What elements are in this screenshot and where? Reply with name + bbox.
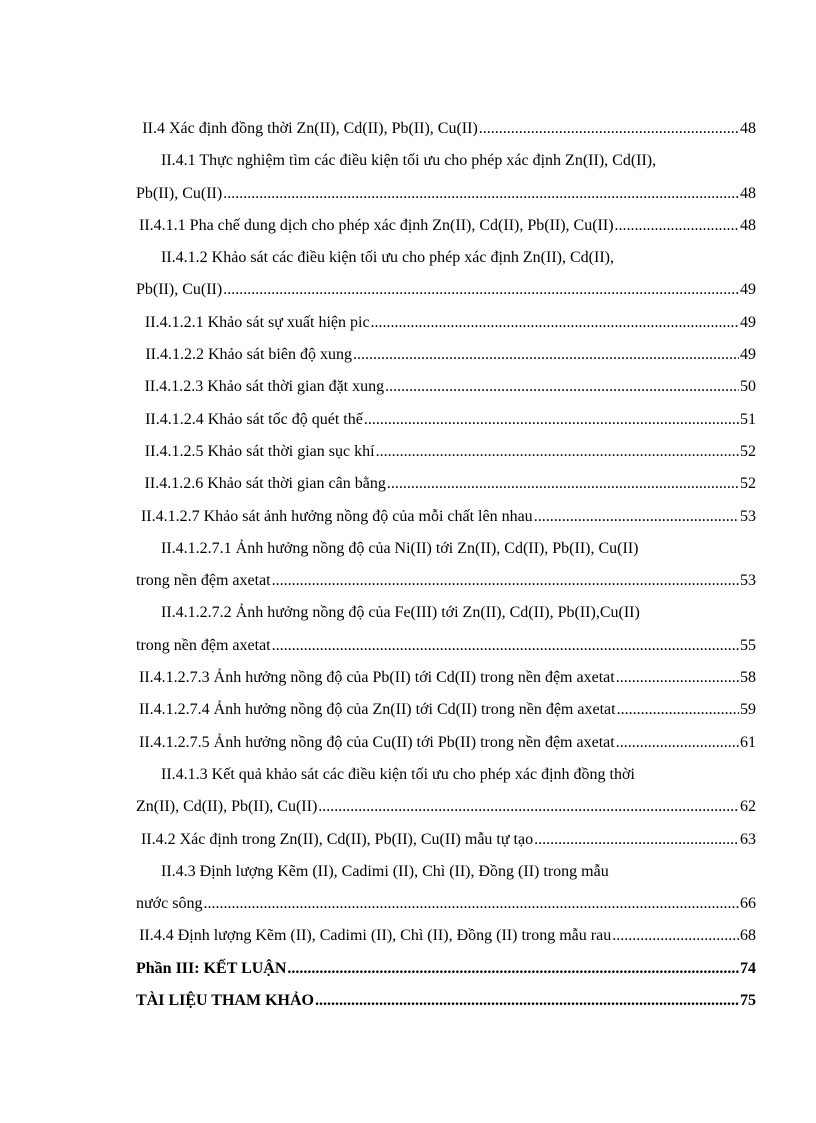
toc-dot-leader (272, 565, 739, 597)
toc-entry[interactable] (136, 468, 756, 500)
toc-entry-title: II.4.1 Thực nghiệm tìm các điều kiện tối ưu cho phép xác định Zn(II), Cd(II), (161, 152, 657, 170)
toc-dot-leader (616, 727, 739, 759)
toc-entry-title: Zn(II), Cd(II), Pb(II), Cu(II) (136, 798, 318, 816)
toc-page-number: 55 (740, 636, 756, 654)
toc-entry-title: II.4.1.2.7.2 Ảnh hưởng nồng độ của Fe(III) tới Zn(II), Cd(II), Pb(II),Cu(II) (161, 604, 640, 622)
toc-entry[interactable] (136, 178, 756, 210)
toc-dot-leader (534, 824, 739, 856)
toc-dot-leader (353, 339, 739, 371)
toc-entry[interactable] (136, 339, 756, 371)
toc-entry[interactable] (136, 371, 756, 403)
toc-entry-title: II.4.1.2.7 Khảo sát ảnh hưởng nồng độ của mỗi chất lên nhau (140, 507, 533, 525)
toc-dot-leader (616, 662, 739, 694)
toc-entry[interactable] (136, 597, 756, 629)
toc-entry[interactable] (136, 307, 756, 339)
toc-entry[interactable] (136, 404, 756, 436)
toc-page-number: 48 (740, 184, 756, 202)
toc-entry[interactable] (136, 242, 756, 274)
toc-entry-title: II.4.1.1 Pha chế dung dịch cho phép xác định Zn(II), Cd(II), Pb(II), Cu(II) (139, 216, 614, 234)
toc-entry-title: trong nền đệm axetat (136, 636, 271, 654)
toc-entry-title: II.4 Xác định đồng thời Zn(II), Cd(II), Pb(II), Cu(II) (142, 120, 478, 137)
toc-page-number: 48 (740, 120, 756, 137)
toc-entry[interactable] (136, 436, 756, 468)
toc-page-number: 52 (740, 475, 756, 493)
toc-entry[interactable] (136, 824, 756, 856)
toc-page-number: 62 (740, 798, 756, 816)
toc-dot-leader (617, 694, 739, 726)
table-of-contents (136, 113, 756, 1017)
toc-page-number: 49 (740, 346, 756, 364)
toc-dot-leader (385, 371, 739, 403)
toc-entry[interactable] (136, 888, 756, 920)
toc-entry-title: II.4.1.2.7.5 Ảnh hưởng nồng độ của Cu(II) tới Pb(II) trong nền đệm axetat (138, 733, 615, 751)
toc-entry[interactable] (136, 953, 756, 985)
toc-entry-title: II.4.1.2.7.1 Ảnh hưởng nồng độ của Ni(II) tới Zn(II), Cd(II), Pb(II), Cu(II) (161, 539, 639, 557)
toc-entry-title: II.4.1.2.4 Khảo sát tốc độ quét thế (145, 410, 363, 428)
toc-entry-title: Pb(II), Cu(II) (136, 184, 223, 202)
toc-entry-title: II.4.1.2 Khảo sát các điều kiện tối ưu cho phép xác định Zn(II), Cd(II), (161, 249, 614, 267)
toc-entry[interactable] (136, 920, 756, 952)
toc-page-number: 53 (740, 507, 756, 525)
toc-page-number: 66 (740, 895, 756, 913)
toc-entry[interactable] (136, 662, 756, 694)
toc-entry-title: II.4.3 Định lượng Kẽm (II), Cadimi (II), Chì (II), Đồng (II) trong mẫu (161, 862, 609, 880)
toc-page-number: 51 (740, 410, 756, 428)
toc-entry[interactable] (136, 113, 756, 145)
toc-page-number: 74 (740, 959, 756, 977)
toc-page-number: 50 (740, 378, 756, 396)
toc-page-number: 59 (740, 701, 756, 719)
toc-dot-leader (203, 888, 739, 920)
toc-entry-title: TÀI LIỆU THAM KHẢO (136, 992, 314, 1010)
toc-page-number: 49 (740, 281, 756, 299)
toc-entry-title: II.4.1.2.3 Khảo sát thời gian đặt xung (144, 378, 385, 396)
toc-page-number: 61 (740, 733, 756, 751)
toc-entry[interactable] (136, 759, 756, 791)
toc-entry[interactable] (136, 565, 756, 597)
toc-entry-title: II.4.2 Xác định trong Zn(II), Cd(II), Pb(II), Cu(II) mẫu tự tạo (140, 830, 534, 848)
toc-entry-title: II.4.1.2.7.3 Ảnh hưởng nồng độ của Pb(II) tới Cd(II) trong nền đệm axetat (138, 669, 615, 687)
toc-entry-title: II.4.1.3 Kết quả khảo sát các điều kiện tối ưu cho phép xác định đồng thời (161, 765, 635, 783)
toc-entry-title: II.4.1.2.5 Khảo sát thời gian sục khí (144, 442, 375, 460)
toc-dot-leader (315, 985, 739, 1017)
toc-entry-title: II.4.4 Định lượng Kẽm (II), Cadimi (II), Chì (II), Đồng (II) trong mẫu rau (139, 927, 612, 945)
toc-dot-leader (612, 920, 739, 952)
toc-entry[interactable] (136, 727, 756, 759)
toc-dot-leader (223, 274, 739, 306)
toc-entry[interactable] (136, 985, 756, 1017)
toc-page-number: 63 (740, 830, 756, 848)
toc-dot-leader (364, 404, 739, 436)
toc-entry-title: trong nền đệm axetat (136, 572, 271, 590)
toc-entry[interactable] (136, 210, 756, 242)
toc-entry-title: Pb(II), Cu(II) (136, 281, 223, 299)
toc-dot-leader (479, 113, 739, 145)
toc-page-number: 75 (740, 992, 756, 1010)
toc-entry[interactable] (136, 630, 756, 662)
toc-entry-title: nước sông (136, 895, 203, 913)
toc-page-number: 53 (740, 572, 756, 590)
toc-entry[interactable] (136, 533, 756, 565)
toc-entry-title: II.4.1.2.2 Khảo sát biên độ xung (145, 346, 352, 364)
toc-entry-title: II.4.1.2.6 Khảo sát thời gian cân bằng (144, 475, 386, 493)
toc-page-number: 52 (740, 442, 756, 460)
toc-entry[interactable] (136, 145, 756, 177)
toc-page-number: 48 (740, 216, 756, 234)
toc-page-number: 49 (740, 313, 756, 331)
toc-entry[interactable] (136, 274, 756, 306)
toc-dot-leader (615, 210, 739, 242)
toc-entry-title: II.4.1.2.7.4 Ảnh hưởng nồng độ của Zn(II) tới Cd(II) trong nền đệm axetat (138, 701, 616, 719)
toc-dot-leader (387, 468, 739, 500)
toc-dot-leader (318, 791, 739, 823)
toc-entry-title: Phần III: KẾT LUẬN (136, 959, 287, 977)
toc-dot-leader (376, 436, 739, 468)
toc-dot-leader (371, 307, 739, 339)
toc-dot-leader (272, 630, 739, 662)
toc-page-number: 58 (740, 669, 756, 687)
toc-page-number: 68 (740, 927, 756, 945)
toc-dot-leader (223, 178, 739, 210)
toc-entry[interactable] (136, 856, 756, 888)
toc-entry-title: II.4.1.2.1 Khảo sát sự xuất hiện pic (144, 313, 370, 331)
toc-dot-leader (534, 501, 739, 533)
toc-entry[interactable] (136, 791, 756, 823)
toc-dot-leader (287, 953, 739, 985)
toc-entry[interactable] (136, 694, 756, 726)
toc-entry[interactable] (136, 501, 756, 533)
